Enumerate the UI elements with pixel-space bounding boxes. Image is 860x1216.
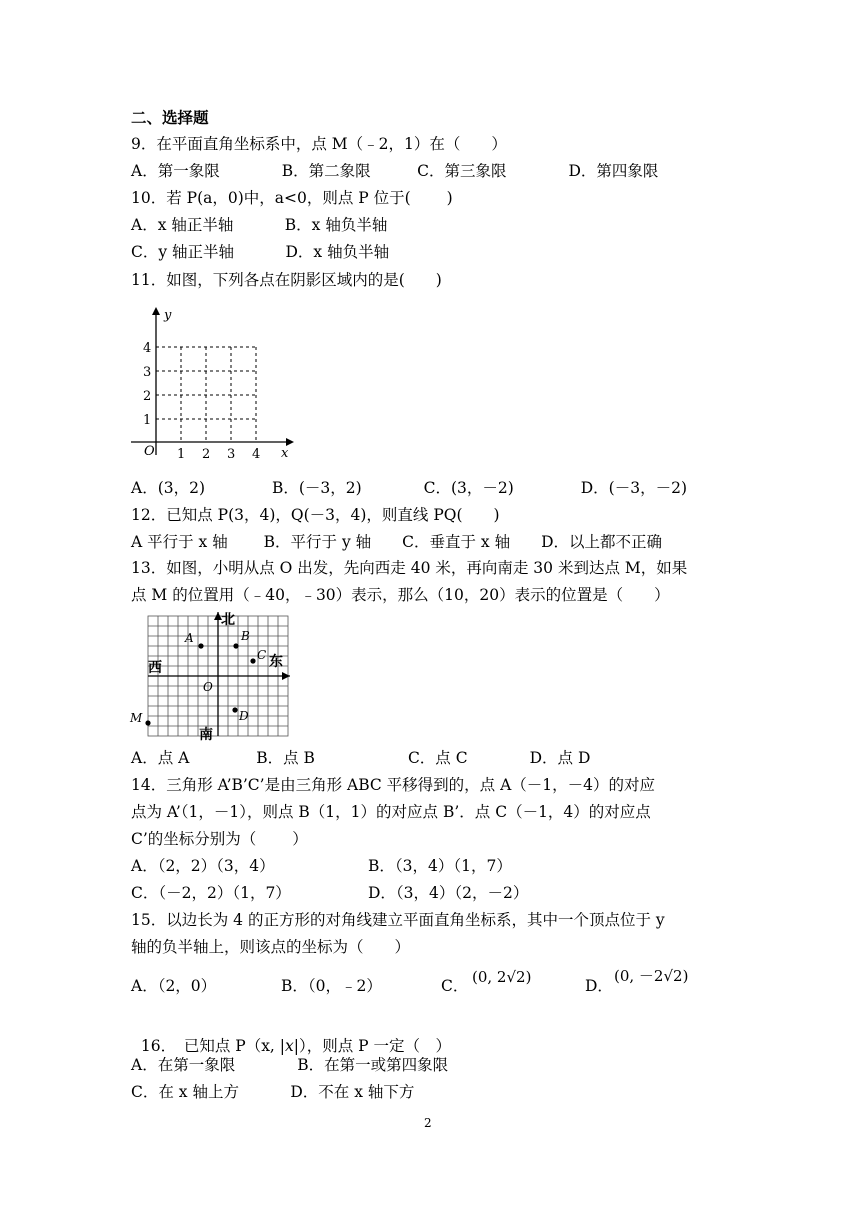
- q13-point-m: M: [130, 711, 143, 725]
- q10-stem: 10．若 P(a，0)中，a<0，则点 P 位于( ): [131, 189, 453, 207]
- q13-point-b: B: [241, 629, 250, 643]
- q11-y-tick-2: 2: [143, 389, 152, 404]
- q15-line1: 15．以边长为 4 的正方形的对角线建立平面直角坐标系，其中一个顶点位于 y: [131, 911, 665, 929]
- q13-north-label: 北: [221, 612, 235, 628]
- q9-stem: 9．在平面直角坐标系中，点 M（﹣2，1）在（ ）: [131, 135, 507, 153]
- q11-origin-label: O: [144, 444, 155, 459]
- q12-options: A 平行于 x 轴 B．平行于 y 轴 C．垂直于 x 轴 D．以上都不正确: [131, 533, 663, 551]
- q13-point-c: C: [257, 648, 267, 662]
- q11-x-axis-label: x: [281, 446, 289, 461]
- q13-south-label: 南: [199, 727, 213, 742]
- q13-origin-label: O: [203, 680, 213, 694]
- q11-x-tick-2: 2: [202, 447, 211, 462]
- q11-y-tick-3: 3: [143, 365, 152, 380]
- q13-stem-line2: 点 M 的位置用（﹣40，﹣30）表示，那么（10，20）表示的位置是（ ）: [131, 586, 670, 604]
- q13-map-figure: [128, 610, 293, 742]
- q15-option-b: B．（0，﹣2）: [281, 977, 382, 995]
- q11-x-tick-1: 1: [177, 447, 186, 462]
- q16-stem-pre: 16． 已知点 P（x,: [140, 1037, 280, 1055]
- q15-option-a: A．（2，0）: [131, 977, 217, 995]
- q16-options-1: A．在第一象限 B．在第一或第四象限: [131, 1056, 449, 1074]
- q14-option-d: D．（3，4）（2，－2）: [368, 884, 529, 902]
- q9-options: A．第一象限 B．第二象限 C．第三象限 D．第四象限: [131, 162, 659, 180]
- q15-option-c-label: C．: [441, 977, 469, 995]
- q11-y-tick-1: 1: [143, 413, 152, 428]
- q10-options-2: C．y 轴正半轴 D．x 轴负半轴: [131, 243, 390, 261]
- q14-option-c: C．（－2，2）（1，7）: [131, 884, 291, 902]
- q13-stem-line1: 13．如图，小明从点 O 出发，先向西走 40 米，再向南走 30 米到达点 M，如果: [131, 559, 688, 577]
- q11-x-tick-3: 3: [227, 447, 236, 462]
- q16-stem-post: ），则点 P 一定（ ）: [298, 1037, 452, 1055]
- q12-stem: 12．已知点 P(3，4)，Q(－3，4)，则直线 PQ( ): [131, 506, 500, 524]
- q11-grid-figure: [126, 305, 296, 465]
- section-title: 二、选择题: [131, 109, 209, 127]
- q16-abs-x: |x|: [279, 1037, 299, 1055]
- q16-stem: [131, 1016, 451, 1056]
- q14-line2: 点为 A’（1，－1），则点 B（1，1）的对应点 B’．点 C（－1，4）的对应点: [131, 803, 651, 821]
- q15-option-d-label: D．: [585, 977, 613, 995]
- q15-line2: 轴的负半轴上，则该点的坐标为（ ）: [131, 938, 411, 956]
- q13-west-label: 西: [148, 660, 162, 676]
- q13-point-a: A: [185, 631, 194, 645]
- q14-option-b: B．（3，4）（1，7）: [368, 857, 512, 875]
- q13-east-label: 东: [269, 654, 283, 670]
- q16-options-2: C．在 x 轴上方 D．不在 x 轴下方: [131, 1083, 415, 1101]
- q11-options: A．(3，2) B．(－3，2) C．(3，－2) D．(－3，－2): [131, 479, 687, 497]
- q11-y-tick-4: 4: [143, 341, 152, 356]
- page-number: 2: [424, 1116, 432, 1130]
- q11-stem: 11．如图，下列各点在阴影区域内的是( ): [131, 271, 442, 289]
- q14-line1: 14．三角形 A’B’C’是由三角形 ABC 平移得到的，点 A（－1，－4）的对应: [131, 776, 656, 794]
- q10-options-1: A．x 轴正半轴 B．x 轴负半轴: [131, 216, 388, 234]
- q11-x-tick-4: 4: [252, 447, 261, 462]
- q11-y-axis-label: y: [164, 308, 172, 323]
- q15-option-d-math: (0, －2√2): [614, 967, 689, 985]
- q15-option-c-math: (0, 2√2): [472, 968, 532, 986]
- q13-options: A．点 A B．点 B C．点 C D．点 D: [131, 749, 591, 767]
- q14-line3: C’的坐标分别为（ ）: [131, 830, 308, 848]
- q14-option-a: A．（2，2）（3，4）: [131, 857, 275, 875]
- q13-point-d: D: [239, 709, 249, 723]
